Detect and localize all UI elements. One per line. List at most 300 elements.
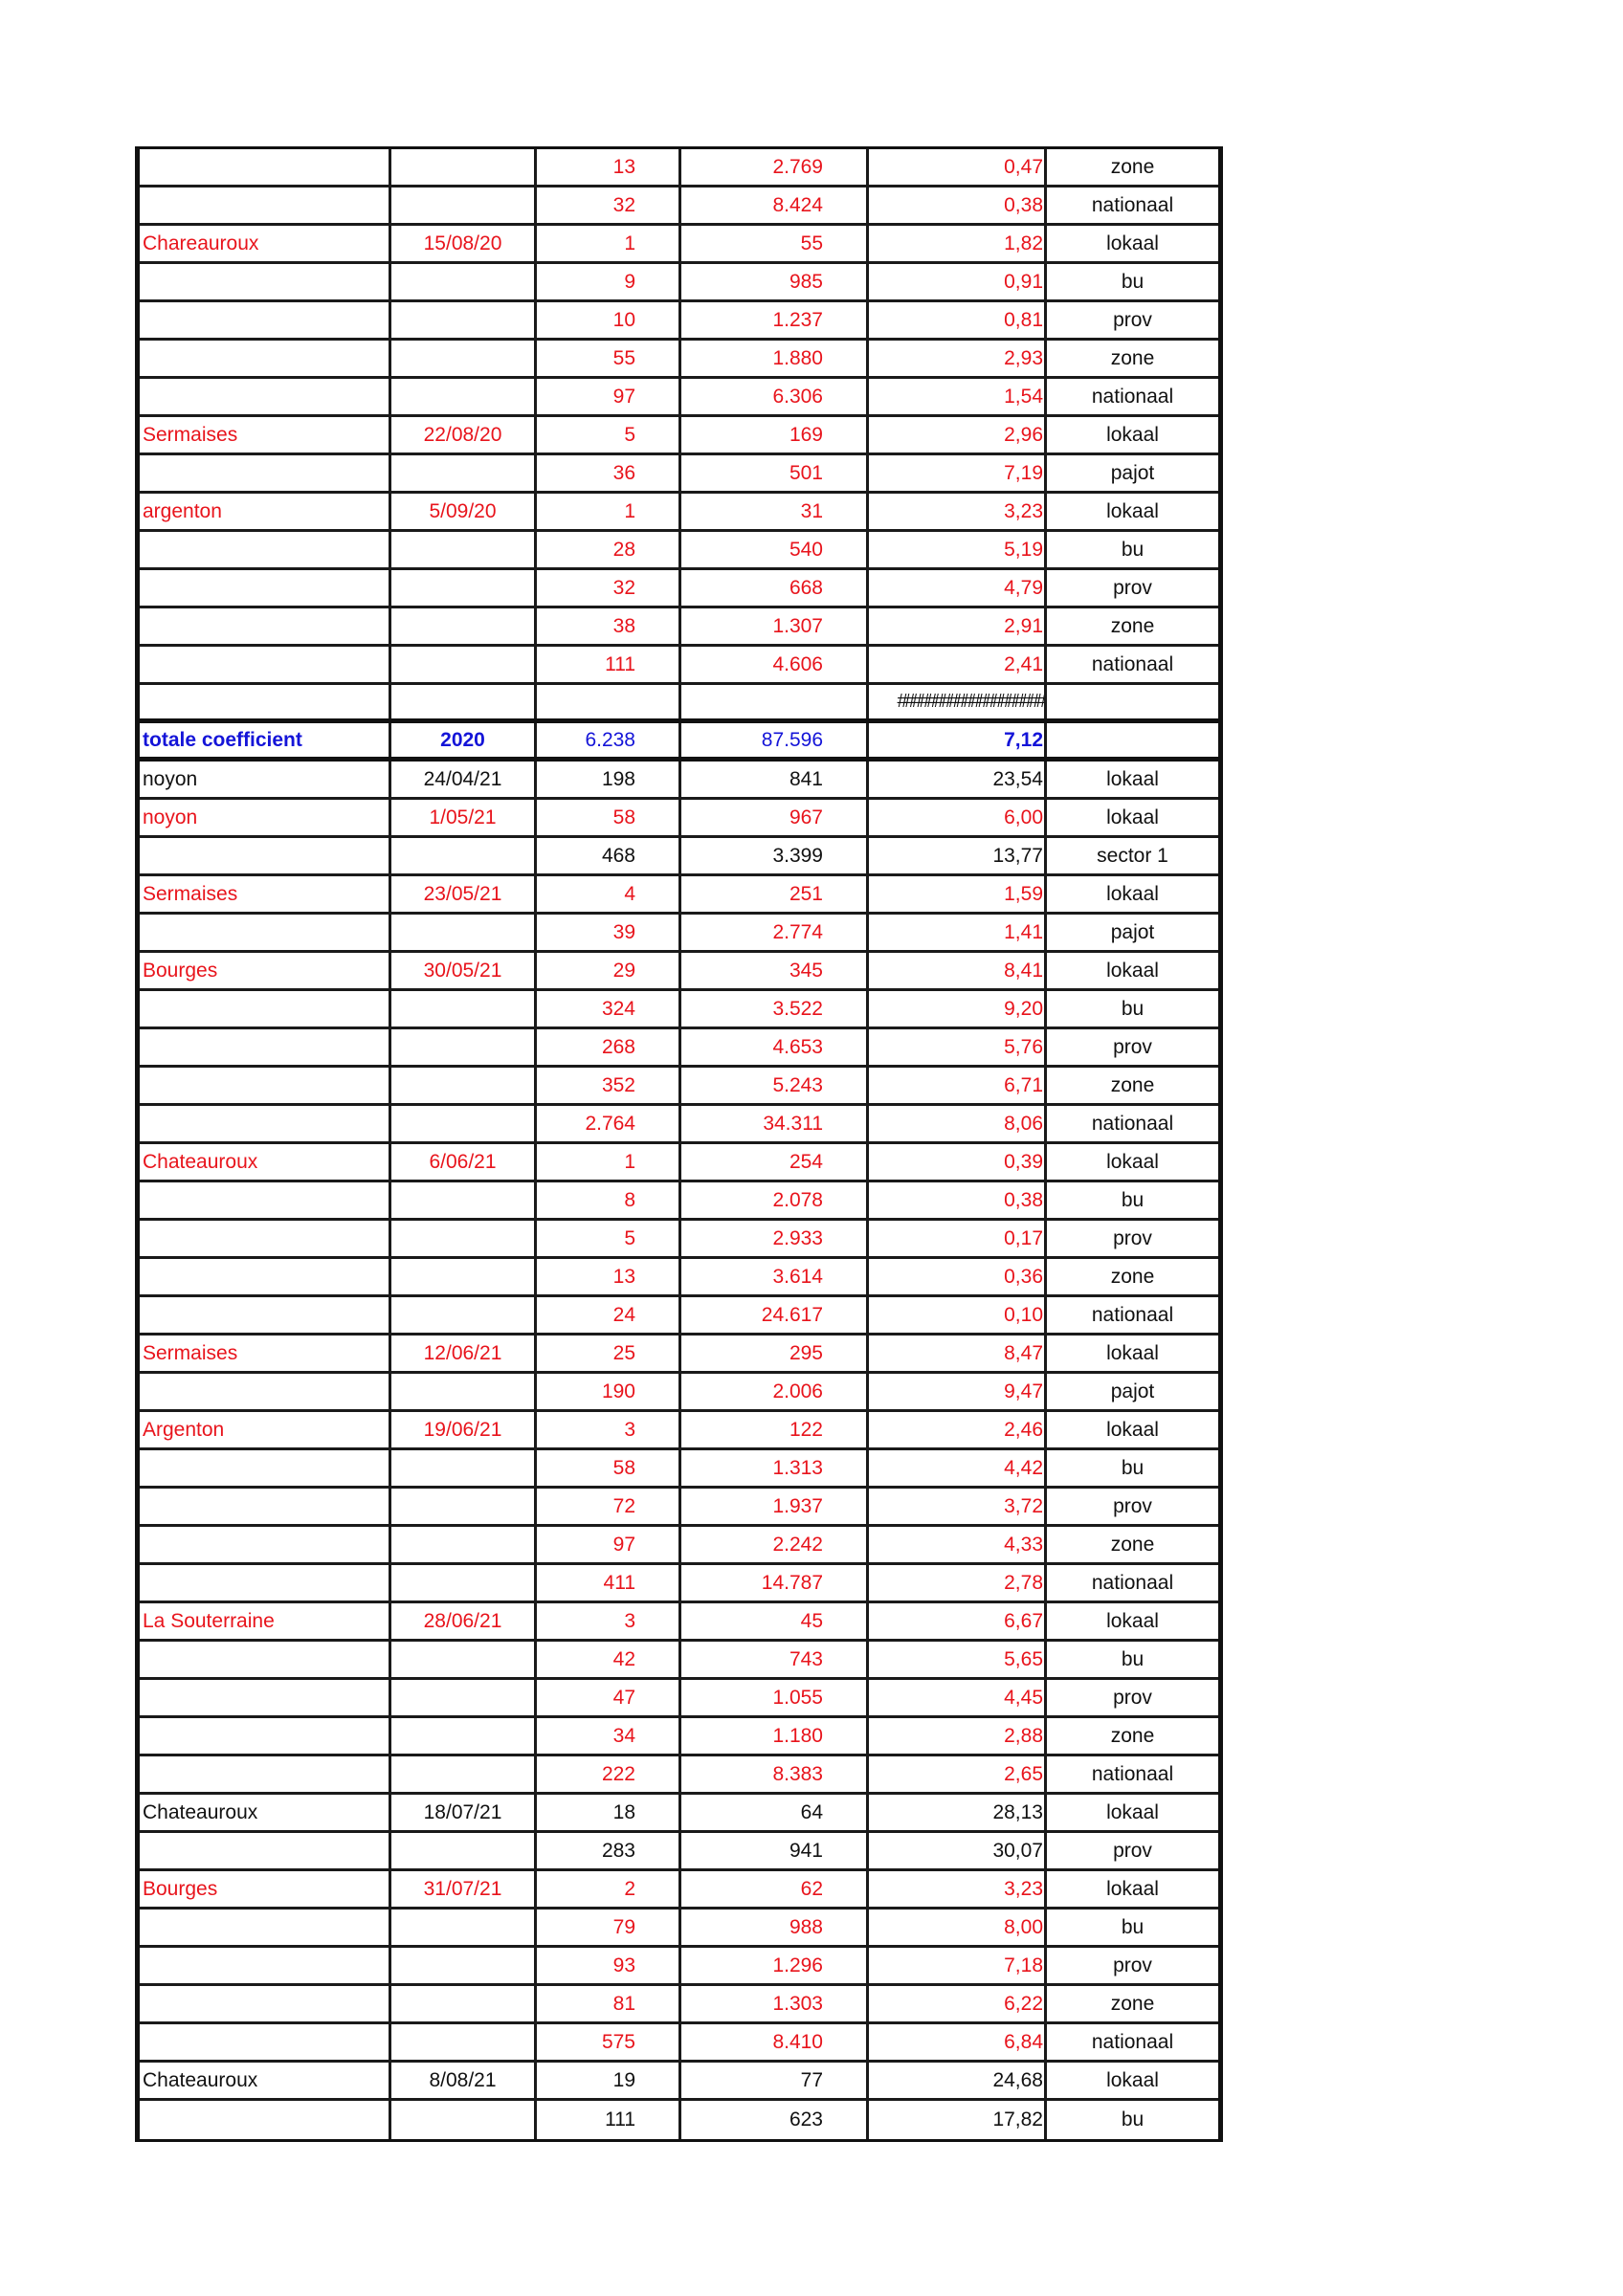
total-cell: 1.055 — [681, 1680, 869, 1715]
place-cell — [140, 1029, 391, 1065]
table-row — [140, 494, 1218, 532]
date-cell: 28/06/21 — [391, 1603, 537, 1639]
total-cell: 1.313 — [681, 1450, 869, 1486]
place-cell — [140, 915, 391, 950]
total-cell: 1.880 — [681, 341, 869, 376]
total-cell: 988 — [681, 1910, 869, 1945]
coefficient-cell: 1,82 — [869, 226, 1047, 261]
place-cell — [140, 1565, 391, 1601]
place-cell: Bourges — [140, 1871, 391, 1907]
table-row — [140, 1718, 1218, 1756]
date-cell — [391, 608, 537, 644]
table-row — [140, 2063, 1218, 2101]
place-cell: Sermaises — [140, 876, 391, 912]
count-cell: 190 — [537, 1374, 681, 1409]
date-cell — [391, 2024, 537, 2060]
total-cell: 1.307 — [681, 608, 869, 644]
coefficient-cell: 0,36 — [869, 1259, 1047, 1294]
category-cell: zone — [1110, 1533, 1155, 1556]
place-cell: Chateauroux — [140, 2063, 391, 2098]
total-cell: 2.933 — [681, 1221, 869, 1256]
table-row — [140, 915, 1218, 953]
table-row — [140, 1068, 1218, 1106]
category-cell: prov — [1113, 1954, 1152, 1976]
category-cell: nationaal — [1091, 1571, 1174, 1594]
coefficient-cell: 6,84 — [869, 2024, 1047, 2060]
category-cell — [1047, 685, 1218, 718]
date-cell — [391, 532, 537, 567]
count-cell: 1 — [537, 226, 681, 261]
place-cell — [140, 570, 391, 606]
count-cell: 28 — [537, 532, 681, 567]
category-cell: nationaal — [1091, 193, 1174, 216]
date-cell — [391, 838, 537, 873]
count-cell: 10 — [537, 302, 681, 338]
place-cell — [140, 1182, 391, 1218]
count-cell: 8 — [537, 1182, 681, 1218]
table-row — [140, 2024, 1218, 2063]
count-cell: 38 — [537, 608, 681, 644]
coefficient-cell: 8,06 — [869, 1106, 1047, 1141]
place-cell — [140, 1756, 391, 1792]
date-cell — [391, 455, 537, 491]
date-cell — [391, 991, 537, 1027]
table-row — [140, 1680, 1218, 1718]
coefficient-cell: 17,82 — [869, 2101, 1047, 2139]
place-cell: Chateauroux — [140, 1795, 391, 1830]
table-row — [140, 762, 1218, 800]
coefficient-cell: 23,54 — [869, 762, 1047, 797]
place-cell — [140, 264, 391, 299]
category-cell: prov — [1113, 308, 1152, 331]
place-cell: argenton — [140, 494, 391, 529]
place-cell — [140, 1489, 391, 1524]
category-cell: lokaal — [1106, 499, 1159, 522]
table-row — [140, 341, 1218, 379]
date-cell — [391, 1718, 537, 1754]
count-cell: 111 — [537, 2101, 681, 2139]
coefficient-cell: 5,65 — [869, 1642, 1047, 1677]
date-cell — [391, 1527, 537, 1562]
count-cell: 468 — [537, 838, 681, 873]
category-cell: nationaal — [1091, 385, 1174, 408]
total-cell: 1.937 — [681, 1489, 869, 1524]
category-cell: pajot — [1110, 920, 1155, 943]
place-cell — [140, 608, 391, 644]
coefficient-cell: 0,17 — [869, 1221, 1047, 1256]
count-cell: 198 — [537, 762, 681, 797]
date-cell — [391, 2101, 537, 2139]
date-cell — [391, 1680, 537, 1715]
table-row — [140, 1795, 1218, 1833]
count-cell: 72 — [537, 1489, 681, 1524]
date-cell — [391, 685, 537, 718]
total-cell: 122 — [681, 1412, 869, 1447]
date-cell: 6/06/21 — [391, 1144, 537, 1180]
table-row — [140, 1297, 1218, 1336]
category-cell: lokaal — [1106, 423, 1159, 446]
total-cell: 14.787 — [681, 1565, 869, 1601]
coefficient-cell: 30,07 — [869, 1833, 1047, 1868]
table-row — [140, 838, 1218, 876]
date-cell — [391, 1068, 537, 1103]
total-cell: 3.522 — [681, 991, 869, 1027]
count-cell: 2 — [537, 1871, 681, 1907]
total-cell: 2.774 — [681, 915, 869, 950]
table-row — [140, 876, 1218, 915]
category-cell: pajot — [1110, 461, 1155, 484]
count-cell: 575 — [537, 2024, 681, 2060]
count-cell: 93 — [537, 1948, 681, 1983]
table-row — [140, 1527, 1218, 1565]
coefficient-cell: 0,91 — [869, 264, 1047, 299]
total-cell: 8.410 — [681, 2024, 869, 2060]
category-cell: bu — [1121, 538, 1145, 561]
total-cell: 1.180 — [681, 1718, 869, 1754]
count-cell: 39 — [537, 915, 681, 950]
category-cell: pajot — [1110, 1380, 1155, 1402]
coefficient-cell: 24,68 — [869, 2063, 1047, 2098]
total-cell: 62 — [681, 1871, 869, 1907]
total-cell: 6.306 — [681, 379, 869, 414]
count-cell: 58 — [537, 800, 681, 835]
total-cell: 1.296 — [681, 1948, 869, 1983]
total-cell: 941 — [681, 1833, 869, 1868]
coefficient-cell: 2,65 — [869, 1756, 1047, 1792]
total-cell: 967 — [681, 800, 869, 835]
date-cell: 23/05/21 — [391, 876, 537, 912]
total-cell: 4.653 — [681, 1029, 869, 1065]
count-cell: 58 — [537, 1450, 681, 1486]
date-cell — [391, 1297, 537, 1333]
category-cell: lokaal — [1106, 2068, 1159, 2091]
table-row — [140, 1029, 1218, 1068]
date-cell: 1/05/21 — [391, 800, 537, 835]
date-cell — [391, 149, 537, 185]
count-cell: 4 — [537, 876, 681, 912]
date-cell — [391, 1986, 537, 2021]
category-cell: bu — [1121, 2108, 1145, 2130]
date-cell — [391, 1450, 537, 1486]
count-cell: 97 — [537, 1527, 681, 1562]
total-cell: 2.078 — [681, 1182, 869, 1218]
count-cell: 36 — [537, 455, 681, 491]
place-cell — [140, 1718, 391, 1754]
coefficient-cell: 2,41 — [869, 647, 1047, 682]
place-cell — [140, 1833, 391, 1868]
category-cell: zone — [1110, 155, 1155, 178]
total-cell: 1.303 — [681, 1986, 869, 2021]
place-cell — [140, 1068, 391, 1103]
coefficient-cell: 8,41 — [869, 953, 1047, 988]
place-cell: Bourges — [140, 953, 391, 988]
coefficient-cell: 8,47 — [869, 1336, 1047, 1371]
table-row — [140, 417, 1218, 455]
date-cell — [391, 264, 537, 299]
total-cell: 1.237 — [681, 302, 869, 338]
count-cell: 29 — [537, 953, 681, 988]
count-cell: 47 — [537, 1680, 681, 1715]
place-cell — [140, 1527, 391, 1562]
category-cell: zone — [1110, 346, 1155, 369]
total-cell: 87.596 — [681, 723, 869, 757]
table-row — [140, 188, 1218, 226]
table-row — [140, 1144, 1218, 1182]
category-cell: nationaal — [1091, 1303, 1174, 1326]
place-cell: noyon — [140, 800, 391, 835]
category-cell: bu — [1121, 270, 1145, 293]
place-cell — [140, 647, 391, 682]
count-cell: 55 — [537, 341, 681, 376]
place-cell: La Souterraine — [140, 1603, 391, 1639]
total-cell: 841 — [681, 762, 869, 797]
date-cell — [391, 1565, 537, 1601]
count-cell: 411 — [537, 1565, 681, 1601]
coefficient-cell: 0,81 — [869, 302, 1047, 338]
total-row — [140, 723, 1218, 762]
date-cell — [391, 1259, 537, 1294]
date-cell: 31/07/21 — [391, 1871, 537, 1907]
date-cell — [391, 302, 537, 338]
table-row — [140, 532, 1218, 570]
category-cell: lokaal — [1106, 232, 1159, 254]
total-cell: 2.242 — [681, 1527, 869, 1562]
coefficient-cell: 7,18 — [869, 1948, 1047, 1983]
table-row — [140, 1336, 1218, 1374]
table-row — [140, 570, 1218, 608]
place-cell — [140, 379, 391, 414]
total-cell: 254 — [681, 1144, 869, 1180]
category-cell: lokaal — [1106, 1800, 1159, 1823]
count-cell: 19 — [537, 2063, 681, 2098]
place-cell: Sermaises — [140, 417, 391, 453]
date-cell — [391, 1489, 537, 1524]
place-cell — [140, 1259, 391, 1294]
table-row — [140, 455, 1218, 494]
coefficient-cell: 4,42 — [869, 1450, 1047, 1486]
table-row — [140, 800, 1218, 838]
table-row — [140, 1642, 1218, 1680]
coefficient-cell: 4,45 — [869, 1680, 1047, 1715]
category-cell: nationaal — [1091, 2030, 1174, 2053]
category-cell — [1047, 723, 1218, 757]
table-row — [140, 1565, 1218, 1603]
table-row — [140, 149, 1218, 188]
count-cell: 111 — [537, 647, 681, 682]
place-cell — [140, 1642, 391, 1677]
date-cell — [391, 1910, 537, 1945]
date-cell — [391, 1833, 537, 1868]
count-cell: 3 — [537, 1412, 681, 1447]
category-cell: prov — [1113, 1226, 1152, 1249]
count-cell: 6.238 — [537, 723, 681, 757]
coefficient-cell: 1,41 — [869, 915, 1047, 950]
place-cell — [140, 1297, 391, 1333]
category-cell: bu — [1121, 1188, 1145, 1211]
count-cell: 97 — [537, 379, 681, 414]
place-cell — [140, 1221, 391, 1256]
date-cell: 5/09/20 — [391, 494, 537, 529]
count-cell: 81 — [537, 1986, 681, 2021]
total-cell: 3.614 — [681, 1259, 869, 1294]
coefficient-cell: 6,71 — [869, 1068, 1047, 1103]
coefficient-cell: 1,54 — [869, 379, 1047, 414]
place-cell — [140, 302, 391, 338]
coefficient-cell: 4,79 — [869, 570, 1047, 606]
count-cell: 13 — [537, 149, 681, 185]
total-cell: 64 — [681, 1795, 869, 1830]
category-cell: sector 1 — [1097, 844, 1168, 867]
total-cell: 251 — [681, 876, 869, 912]
count-cell: 5 — [537, 417, 681, 453]
coefficient-cell: 2,96 — [869, 417, 1047, 453]
coefficient-cell: 4,33 — [869, 1527, 1047, 1562]
total-cell — [681, 685, 869, 718]
count-cell: 24 — [537, 1297, 681, 1333]
place-cell — [140, 991, 391, 1027]
count-cell: 283 — [537, 1833, 681, 1868]
coefficient-cell: 3,23 — [869, 494, 1047, 529]
table-row — [140, 302, 1218, 341]
coefficient-cell: 8,00 — [869, 1910, 1047, 1945]
date-cell: 12/06/21 — [391, 1336, 537, 1371]
category-cell: lokaal — [1106, 1877, 1159, 1900]
count-cell: 34 — [537, 1718, 681, 1754]
place-cell — [140, 1910, 391, 1945]
table-row — [140, 1603, 1218, 1642]
count-cell: 32 — [537, 188, 681, 223]
table-row — [140, 1412, 1218, 1450]
category-cell: zone — [1110, 1265, 1155, 1288]
total-cell: 8.424 — [681, 188, 869, 223]
table-row — [140, 1910, 1218, 1948]
table-row — [140, 1948, 1218, 1986]
coefficient-cell: 3,72 — [869, 1489, 1047, 1524]
total-cell: 295 — [681, 1336, 869, 1371]
total-cell: 501 — [681, 455, 869, 491]
place-cell — [140, 1450, 391, 1486]
coefficient-cell: 7,12 — [869, 723, 1047, 757]
total-cell: 3.399 — [681, 838, 869, 873]
count-cell: 1 — [537, 494, 681, 529]
table-row — [140, 1833, 1218, 1871]
count-cell: 79 — [537, 1910, 681, 1945]
table-row — [140, 1374, 1218, 1412]
category-cell: bu — [1121, 997, 1145, 1020]
coefficient-cell: 13,77 — [869, 838, 1047, 873]
table-row — [140, 647, 1218, 685]
place-cell — [140, 2101, 391, 2139]
place-cell — [140, 838, 391, 873]
total-cell: 345 — [681, 953, 869, 988]
coefficient-cell: 28,13 — [869, 1795, 1047, 1830]
table-row — [140, 2101, 1218, 2139]
place-cell: Chateauroux — [140, 1144, 391, 1180]
date-cell — [391, 1182, 537, 1218]
place-cell: Argenton — [140, 1412, 391, 1447]
table-row — [140, 608, 1218, 647]
category-cell: zone — [1110, 614, 1155, 637]
place-cell — [140, 341, 391, 376]
category-cell: lokaal — [1106, 1150, 1159, 1173]
total-cell: 34.311 — [681, 1106, 869, 1141]
date-cell — [391, 1756, 537, 1792]
total-cell: 8.383 — [681, 1756, 869, 1792]
date-cell — [391, 647, 537, 682]
category-cell: lokaal — [1106, 1609, 1159, 1632]
total-cell: 2.769 — [681, 149, 869, 185]
count-cell: 268 — [537, 1029, 681, 1065]
count-cell: 25 — [537, 1336, 681, 1371]
count-cell: 32 — [537, 570, 681, 606]
date-cell: 15/08/20 — [391, 226, 537, 261]
category-cell: lokaal — [1106, 882, 1159, 905]
date-cell — [391, 379, 537, 414]
table-row — [140, 1986, 1218, 2024]
place-cell — [140, 1986, 391, 2021]
coefficient-cell: 0,10 — [869, 1297, 1047, 1333]
category-cell: zone — [1110, 1724, 1155, 1747]
table-row — [140, 953, 1218, 991]
table-row — [140, 1182, 1218, 1221]
place-cell — [140, 532, 391, 567]
coefficient-cell: 5,19 — [869, 532, 1047, 567]
total-cell: 45 — [681, 1603, 869, 1639]
table-row — [140, 226, 1218, 264]
count-cell: 1 — [537, 1144, 681, 1180]
category-cell: bu — [1121, 1647, 1145, 1670]
coefficient-cell: #################### — [869, 685, 1047, 718]
category-cell: zone — [1110, 1073, 1155, 1096]
date-cell — [391, 1948, 537, 1983]
category-cell: prov — [1113, 1494, 1152, 1517]
coefficient-cell: 6,67 — [869, 1603, 1047, 1639]
count-cell — [537, 685, 681, 718]
table-row — [140, 1259, 1218, 1297]
count-cell: 42 — [537, 1642, 681, 1677]
place-cell — [140, 149, 391, 185]
date-cell — [391, 915, 537, 950]
place-cell — [140, 455, 391, 491]
total-cell: 24.617 — [681, 1297, 869, 1333]
place-cell — [140, 1680, 391, 1715]
category-cell: lokaal — [1106, 1341, 1159, 1364]
category-cell: bu — [1121, 1915, 1145, 1938]
coefficient-cell: 0,47 — [869, 149, 1047, 185]
count-cell: 13 — [537, 1259, 681, 1294]
date-cell: 18/07/21 — [391, 1795, 537, 1830]
category-cell: zone — [1110, 1992, 1155, 2015]
total-cell: 623 — [681, 2101, 869, 2139]
date-cell: 30/05/21 — [391, 953, 537, 988]
category-cell: prov — [1113, 1686, 1152, 1709]
table-row — [140, 1489, 1218, 1527]
category-cell: bu — [1121, 1456, 1145, 1479]
coefficient-cell: 5,76 — [869, 1029, 1047, 1065]
total-cell: 31 — [681, 494, 869, 529]
place-cell — [140, 2024, 391, 2060]
date-cell — [391, 188, 537, 223]
place-cell — [140, 1106, 391, 1141]
place-cell: noyon — [140, 762, 391, 797]
coefficient-cell: 9,47 — [869, 1374, 1047, 1409]
date-cell — [391, 1374, 537, 1409]
count-cell: 352 — [537, 1068, 681, 1103]
total-cell: 668 — [681, 570, 869, 606]
category-cell: lokaal — [1106, 1418, 1159, 1441]
total-cell: 55 — [681, 226, 869, 261]
category-cell: nationaal — [1091, 1762, 1174, 1785]
